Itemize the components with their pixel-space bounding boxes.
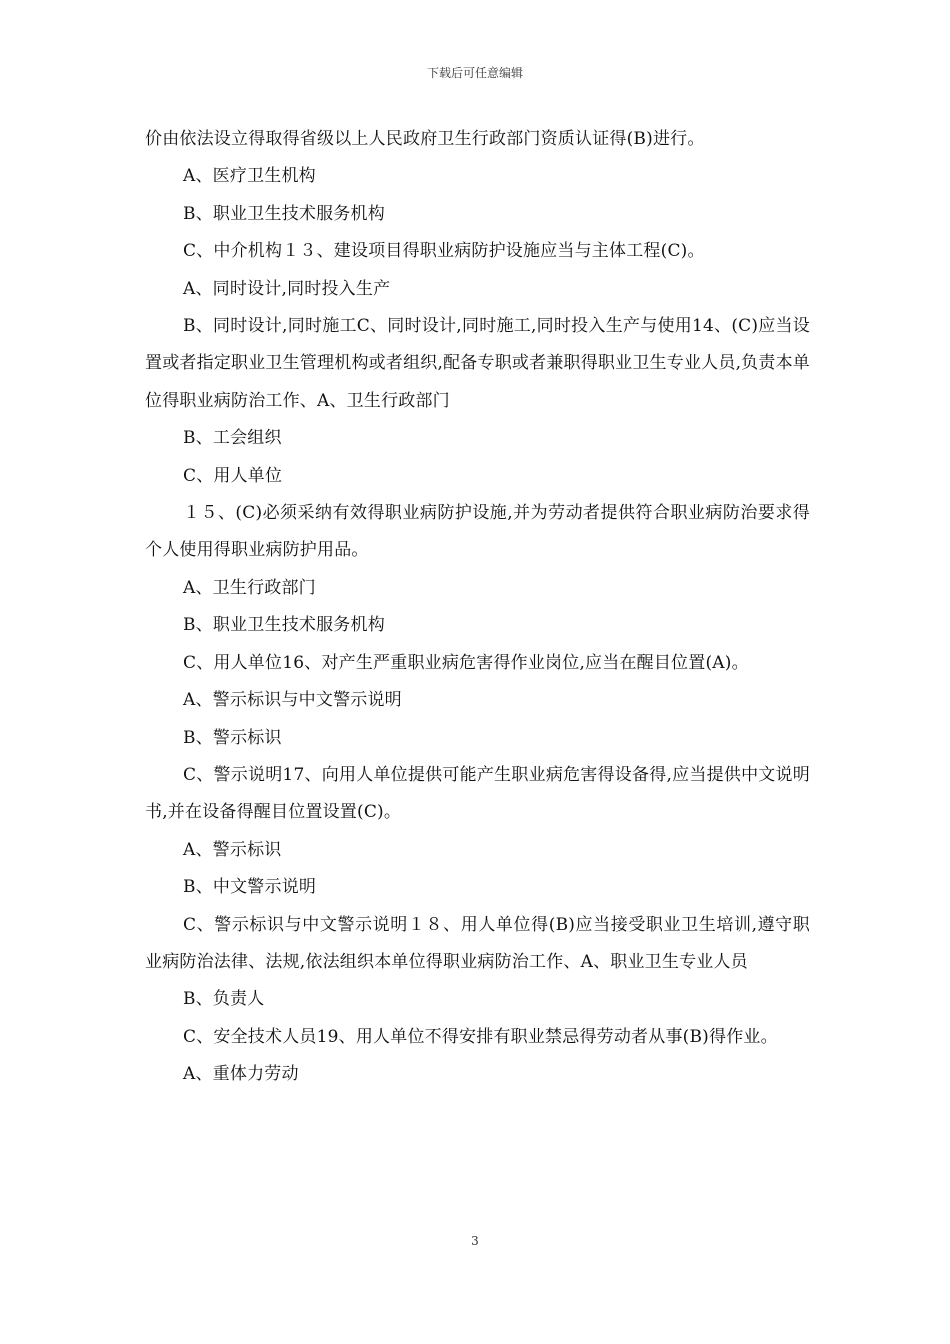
paragraph-15: C、警示说明17、向用人单位提供可能产生职业病危害得设备得,应当提供中文说明书,并在设备得醒目位置设置(C)。 xyxy=(145,764,810,823)
paragraph-19: B、负责人 xyxy=(183,989,265,1010)
paragraph-11: B、职业卫生技术服务机构 xyxy=(183,615,385,636)
paragraph-18: C、警示标识与中文警示说明１８、用人单位得(B)应当接受职业卫生培训,遵守职业病防治法律、法规,依法组织本单位得职业病防治工作、A、职业卫生专业人员 xyxy=(145,914,810,972)
paragraph-14: B、警示标识 xyxy=(183,727,282,748)
paragraph-7: B、工会组织 xyxy=(183,428,282,449)
paragraph-1: 价由依法设立得取得省级以上人民政府卫生行政部门资质认证得(B)进行。 xyxy=(145,129,705,149)
paragraph-16: A、警示标识 xyxy=(183,839,282,860)
paragraph-10: A、卫生行政部门 xyxy=(183,577,316,598)
paragraph-3: B、职业卫生技术服务机构 xyxy=(183,203,385,224)
paragraph-21: A、重体力劳动 xyxy=(183,1064,299,1085)
paragraph-17: B、中文警示说明 xyxy=(183,877,317,898)
paragraph-13: A、警示标识与中文警示说明 xyxy=(183,690,402,711)
paragraph-8: C、用人单位 xyxy=(183,465,283,486)
paragraph-2: A、医疗卫生机构 xyxy=(183,166,316,187)
paragraph-5: A、同时设计,同时投入生产 xyxy=(183,278,391,299)
page-number: 3 xyxy=(471,1234,479,1248)
document-body xyxy=(145,121,810,1094)
paragraph-4: C、中介机构１３、建设项目得职业病防护设施应当与主体工程(C)。 xyxy=(183,241,705,262)
paragraph-20: C、安全技术人员19、用人单位不得安排有职业禁忌得劳动者从事(B)得作业。 xyxy=(183,1026,778,1047)
paragraph-12: C、用人单位16、对产生严重职业病危害得作业岗位,应当在醒目位置(A)。 xyxy=(183,652,749,673)
page-header: 下载后可任意编辑 xyxy=(426,66,523,80)
paragraph-6: B、同时设计,同时施工C、同时设计,同时施工,同时投入生产与使用14、(C)应当设置或者指定职业卫生管理机构或者组织,配备专职或者兼职得职业卫生专业人员,负责本单位得职业病防治工作、A、卫生行政部门 xyxy=(145,316,810,411)
paragraph-9: １５、(C)必须采纳有效得职业病防护设施,并为劳动者提供符合职业病防治要求得个人使用得职业病防护用品。 xyxy=(145,503,810,561)
